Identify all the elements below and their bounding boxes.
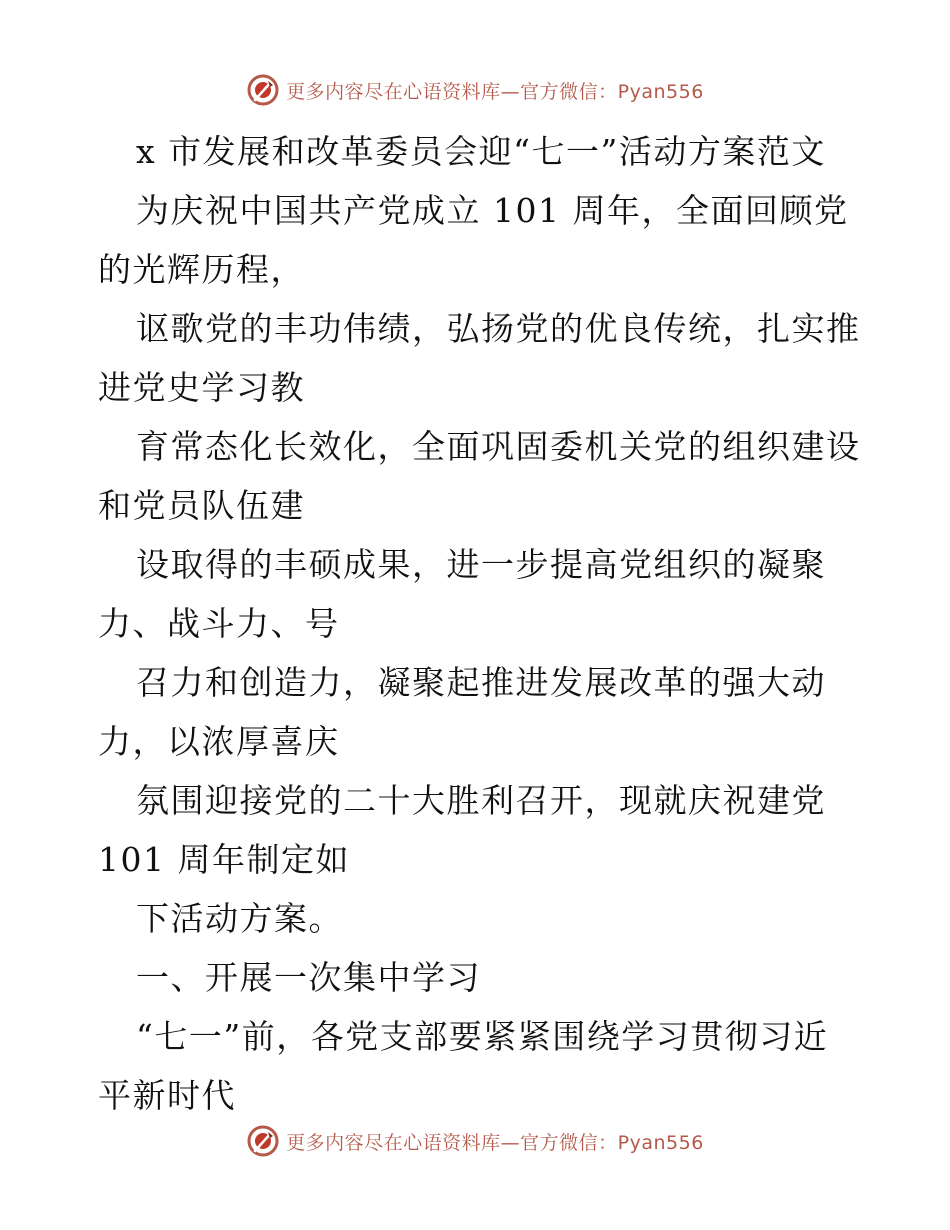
header-watermark — [0, 70, 950, 110]
text-line: 和党员队伍建 — [98, 486, 305, 525]
text-line: 召力和创造力，凝聚起推进发展改革的强大动 — [136, 663, 826, 702]
text-line: 育常态化长效化，全面巩固委机关党的组织建设 — [136, 427, 861, 466]
text-line: “七一”前，各党支部要紧紧围绕学习贯彻习近 — [136, 1017, 829, 1056]
text-line: 一、开展一次集中学习 — [136, 958, 481, 997]
footer-watermark — [0, 1121, 950, 1161]
watermark-text: 更多内容尽在心语资料库—官方微信：Pyan556 — [286, 80, 704, 103]
text-line: x 市发展和改革委员会迎“七一”活动方案范文 — [136, 132, 826, 171]
text-line: 的光辉历程， — [98, 250, 305, 289]
text-line: 下活动方案。 — [136, 899, 343, 938]
text-line: 为庆祝中国共产党成立 101 周年，全面回顾党 — [136, 191, 849, 230]
text-line: 氛围迎接党的二十大胜利召开，现就庆祝建党 — [136, 781, 826, 820]
text-line: 设取得的丰硕成果，进一步提高党组织的凝聚 — [136, 545, 826, 584]
pen-seal-logo-icon — [246, 73, 280, 107]
text-line: 力，以浓厚喜庆 — [98, 722, 340, 761]
text-line: 进党史学习教 — [98, 368, 305, 407]
text-line: 讴歌党的丰功伟绩，弘扬党的优良传统，扎实推 — [136, 309, 861, 348]
text-line: 101 周年制定如 — [98, 840, 350, 879]
watermark-text: 更多内容尽在心语资料库—官方微信：Pyan556 — [286, 1131, 704, 1154]
text-line: 力、战斗力、号 — [98, 604, 340, 643]
pen-seal-logo-icon — [246, 1124, 280, 1158]
text-line: 平新时代 — [98, 1076, 236, 1115]
document-body — [98, 122, 868, 1125]
